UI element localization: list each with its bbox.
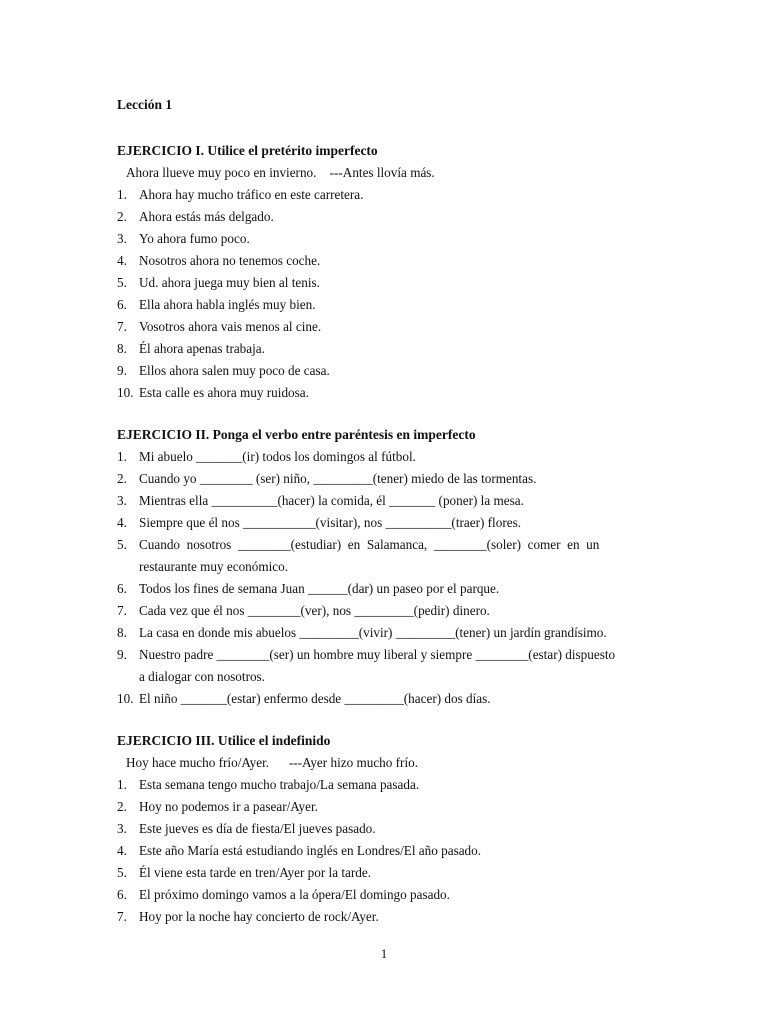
item-number: 3. [117, 493, 127, 508]
list-item [117, 906, 654, 928]
item-number: 9. [117, 647, 127, 662]
list-item [117, 184, 654, 206]
item-number: 2. [117, 799, 127, 814]
list-item [117, 316, 654, 338]
item-text: Esta semana tengo mucho trabajo/La semana pasada. [139, 777, 420, 792]
list-item [117, 688, 654, 710]
list-item [117, 512, 654, 534]
item-number: 5. [117, 275, 127, 290]
item-text: La casa en donde mis abuelos _________(vivir) _________(tener) un jardín grandísimo. [139, 625, 607, 640]
item-text-continued: a dialogar con nosotros. [139, 669, 265, 684]
item-text: Hoy por la noche hay concierto de rock/Ayer. [139, 909, 379, 924]
item-text: Hoy no podemos ir a pasear/Ayer. [139, 799, 318, 814]
exercise-heading: EJERCICIO I. Utilice el pretérito imperfecto [117, 143, 378, 158]
item-number: 7. [117, 603, 127, 618]
item-number: 6. [117, 297, 127, 312]
item-number: 1. [117, 449, 127, 464]
item-number: 2. [117, 471, 127, 486]
item-number: 3. [117, 821, 127, 836]
list-item [117, 468, 654, 490]
list-item [117, 360, 654, 382]
item-text: Ella ahora habla inglés muy bien. [139, 297, 316, 312]
list-item [117, 578, 654, 600]
item-number: 1. [117, 187, 127, 202]
item-text: El niño _______(estar) enfermo desde _________(hacer) dos días. [139, 691, 491, 706]
list-item [117, 862, 654, 884]
item-text: Yo ahora fumo poco. [139, 231, 250, 246]
item-number: 3. [117, 231, 127, 246]
item-text-continued: restaurante muy económico. [139, 559, 289, 574]
item-text: Siempre que él nos ___________(visitar), nos __________(traer) flores. [139, 515, 521, 530]
item-text: Él ahora apenas trabaja. [139, 341, 265, 356]
item-text: Ellos ahora salen muy poco de casa. [139, 363, 330, 378]
list-item [117, 818, 654, 840]
list-item [117, 774, 654, 796]
item-number: 8. [117, 625, 127, 640]
list-item [117, 446, 654, 468]
exercise-3 [117, 730, 654, 928]
item-text: Esta calle es ahora muy ruidosa. [139, 385, 309, 400]
list-item [117, 534, 654, 578]
item-number: 4. [117, 843, 127, 858]
item-text: El próximo domingo vamos a la ópera/El domingo pasado. [139, 887, 450, 902]
list-item [117, 884, 654, 906]
item-number: 1. [117, 777, 127, 792]
item-number: 10. [117, 385, 134, 400]
item-text: Nosotros ahora no tenemos coche. [139, 253, 321, 268]
list-item [117, 206, 654, 228]
item-number: 8. [117, 341, 127, 356]
item-number: 6. [117, 887, 127, 902]
item-text: Nuestro padre ________(ser) un hombre muy liberal y siempre ________(estar) dispuesto [139, 647, 616, 662]
item-number: 5. [117, 537, 127, 552]
item-number: 6. [117, 581, 127, 596]
item-number: 9. [117, 363, 127, 378]
item-text: Cuando nosotros ________(estudiar) en Salamanca, ________(soler) comer en un [139, 537, 600, 552]
lesson-title: Lección 1 [117, 97, 173, 112]
item-number: 7. [117, 909, 127, 924]
exercise-1 [117, 140, 654, 404]
item-text: Él viene esta tarde en tren/Ayer por la tarde. [139, 865, 372, 880]
exercise-example: Ahora llueve muy poco en invierno. ---Antes llovía más. [126, 165, 435, 180]
list-item [117, 294, 654, 316]
list-item [117, 382, 654, 404]
item-text: Mi abuelo _______(ir) todos los domingos al fútbol. [139, 449, 416, 464]
exercise-heading: EJERCICIO III. Utilice el indefinido [117, 733, 331, 748]
item-text: Cuando yo ________ (ser) niño, _________(tener) miedo de las tormentas. [139, 471, 537, 486]
item-text: Todos los fines de semana Juan ______(dar) un paseo por el parque. [139, 581, 500, 596]
list-item [117, 840, 654, 862]
item-text: Ud. ahora juega muy bien al tenis. [139, 275, 320, 290]
item-number: 4. [117, 253, 127, 268]
item-number: 10. [117, 691, 134, 706]
item-number: 7. [117, 319, 127, 334]
item-text: Mientras ella __________(hacer) la comida, él _______ (poner) la mesa. [139, 493, 524, 508]
exercise-heading: EJERCICIO II. Ponga el verbo entre paréntesis en imperfecto [117, 427, 476, 442]
item-text: Cada vez que él nos ________(ver), nos _________(pedir) dinero. [139, 603, 490, 618]
exercise-2 [117, 424, 654, 710]
exercise-example: Hoy hace mucho frío/Ayer. ---Ayer hizo mucho frío. [126, 755, 419, 770]
list-item [117, 338, 654, 360]
item-text: Ahora hay mucho tráfico en este carretera. [139, 187, 364, 202]
list-item [117, 272, 654, 294]
list-item [117, 250, 654, 272]
list-item [117, 644, 654, 688]
item-text: Este jueves es día de fiesta/El jueves pasado. [139, 821, 376, 836]
item-text: Ahora estás más delgado. [139, 209, 274, 224]
list-item [117, 622, 654, 644]
list-item [117, 228, 654, 250]
list-item [117, 600, 654, 622]
item-text: Este año María está estudiando inglés en Londres/El año pasado. [139, 843, 482, 858]
list-item [117, 490, 654, 512]
item-number: 2. [117, 209, 127, 224]
item-number: 5. [117, 865, 127, 880]
item-number: 4. [117, 515, 127, 530]
list-item [117, 796, 654, 818]
item-text: Vosotros ahora vais menos al cine. [139, 319, 322, 334]
page-number: 1 [380, 946, 388, 961]
